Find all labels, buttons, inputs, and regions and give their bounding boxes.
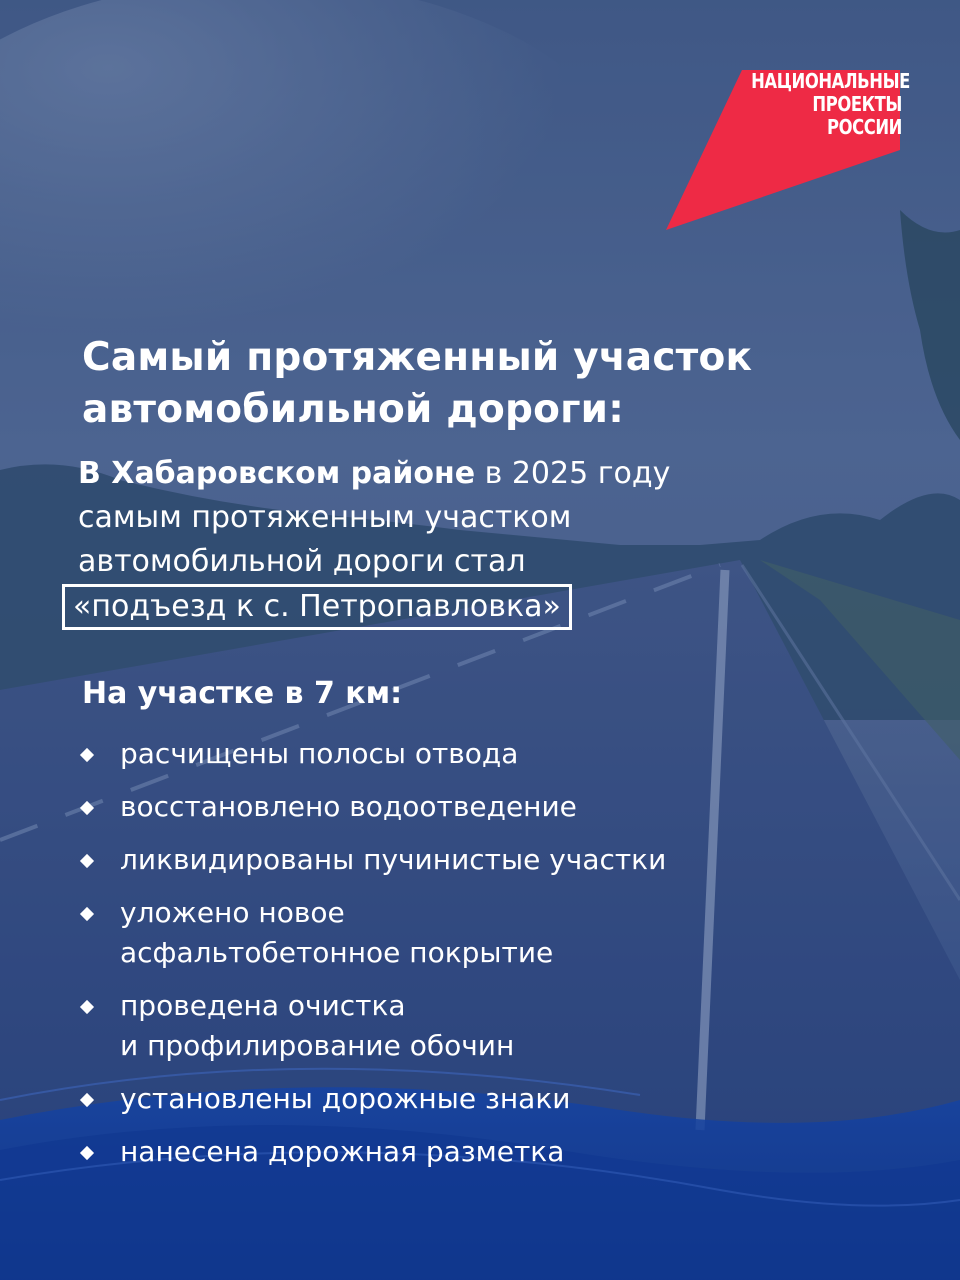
national-projects-logo-text: НАЦИОНАЛЬНЫЕ ПРОЕКТЫ РОССИИ [751,69,910,139]
intro-paragraph: В Хабаровском районе в 2025 году самым протяженным участком автомобильной дороги стал «подъезд к с. Петропавловка» [78,452,858,630]
list-item: проведена очистка и профилирование обочин [78,986,878,1066]
page-title: Самый протяженный участок автомобильной дороги: [82,335,753,432]
list-item: установлены дорожные знаки [78,1079,878,1119]
diamond-bullet-icon [80,801,94,815]
list-item: уложено новое асфальтобетонное покрытие [78,893,878,973]
list-item: расчищены полосы отвода [78,734,878,774]
diamond-bullet-icon [80,748,94,762]
list-item: восстановлено водоотведение [78,787,878,827]
diamond-bullet-icon [80,1000,94,1014]
road-name-frame: «подъезд к с. Петропавловка» [62,584,572,630]
diamond-bullet-icon [80,1093,94,1107]
list-item: нанесена дорожная разметка [78,1132,878,1172]
diamond-bullet-icon [80,907,94,921]
diamond-bullet-icon [80,1146,94,1160]
list-item: ликвидированы пучинистые участки [78,840,878,880]
works-list [78,734,878,1185]
diamond-bullet-icon [80,854,94,868]
intro-highlight: В Хабаровском районе [78,456,476,491]
section-subheading: На участке в 7 км: [82,676,403,711]
